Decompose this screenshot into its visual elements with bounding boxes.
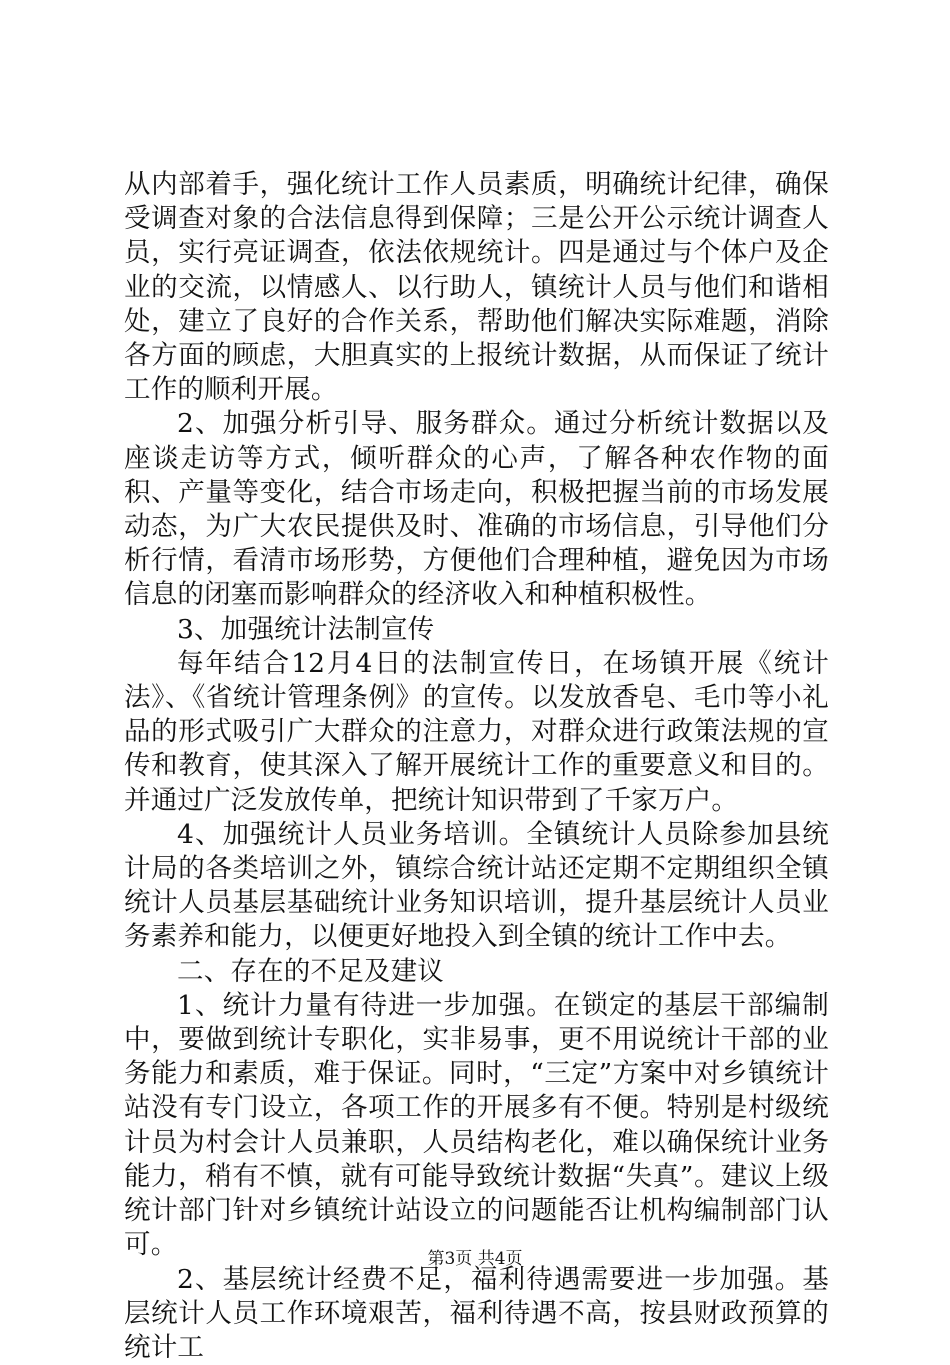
paragraph-2: 2、加强分析引导、服务群众。通过分析统计数据以及座谈走访等方式，倾听群众的心声，了解各种农作物的面积、产量等变化，结合市场走向，积极把握当前的市场发展动态，为广大农民提供及时、准确的市场信息，引导他们分析行情，看清市场形势，方便他们合理种植，避免因为市场信息的闭塞而影响群众的经济收入和种植积极性。 <box>124 407 829 612</box>
paragraph-4: 每年结合12月4日的法制宣传日，在场镇开展《统计法》、《省统计管理条例》的宣传。以发放香皂、毛巾等小礼品的形式吸引广大群众的注意力，对群众进行政策法规的宣传和教育，使其深入了解开展统计工作的重要意义和目的。并通过广泛发放传单，把统计知识带到了千家万户。 <box>124 647 829 818</box>
paragraph-1: 从内部着手，强化统计工作人员素质，明确统计纪律，确保受调查对象的合法信息得到保障；三是公开公示统计调查人员，实行亮证调查，依法依规统计。四是通过与个体户及企业的交流，以情感人、以行助人，镇统计人员与他们和谐相处，建立了良好的合作关系，帮助他们解决实际难题，消除各方面的顾虑，大胆真实的上报统计数据，从而保证了统计工作的顺利开展。 <box>124 168 829 407</box>
paragraph-8: 2、基层统计经费不足，福利待遇需要进一步加强。基层统计人员工作环境艰苦，福利待遇不高，按县财政预算的统计工 <box>124 1263 829 1365</box>
paragraph-7: 1、统计力量有待进一步加强。在锁定的基层干部编制中，要做到统计专职化，实非易事，更不用说统计干部的业务能力和素质，难于保证。同时，“三定”方案中对乡镇统计站没有专门设立，各项工作的开展多有不便。特别是村级统计员为村会计人员兼职，人员结构老化，难以确保统计业务能力，稍有不慎，就有可能导致统计数据“失真”。建议上级统计部门针对乡镇统计站设立的问题能否让机构编制部门认可。 <box>124 989 829 1263</box>
paragraph-5: 4、加强统计人员业务培训。全镇统计人员除参加县统计局的各类培训之外，镇综合统计站还定期不定期组织全镇统计人员基层基础统计业务知识培训，提升基层统计人员业务素养和能力，以便更好地投入到全镇的统计工作中去。 <box>124 818 829 955</box>
page-number-footer: 第3页 共4页 <box>0 1244 950 1269</box>
paragraph-3-heading: 3、加强统计法制宣传 <box>124 613 829 647</box>
document-body <box>124 168 829 1365</box>
section-heading-2: 二、存在的不足及建议 <box>124 955 829 989</box>
